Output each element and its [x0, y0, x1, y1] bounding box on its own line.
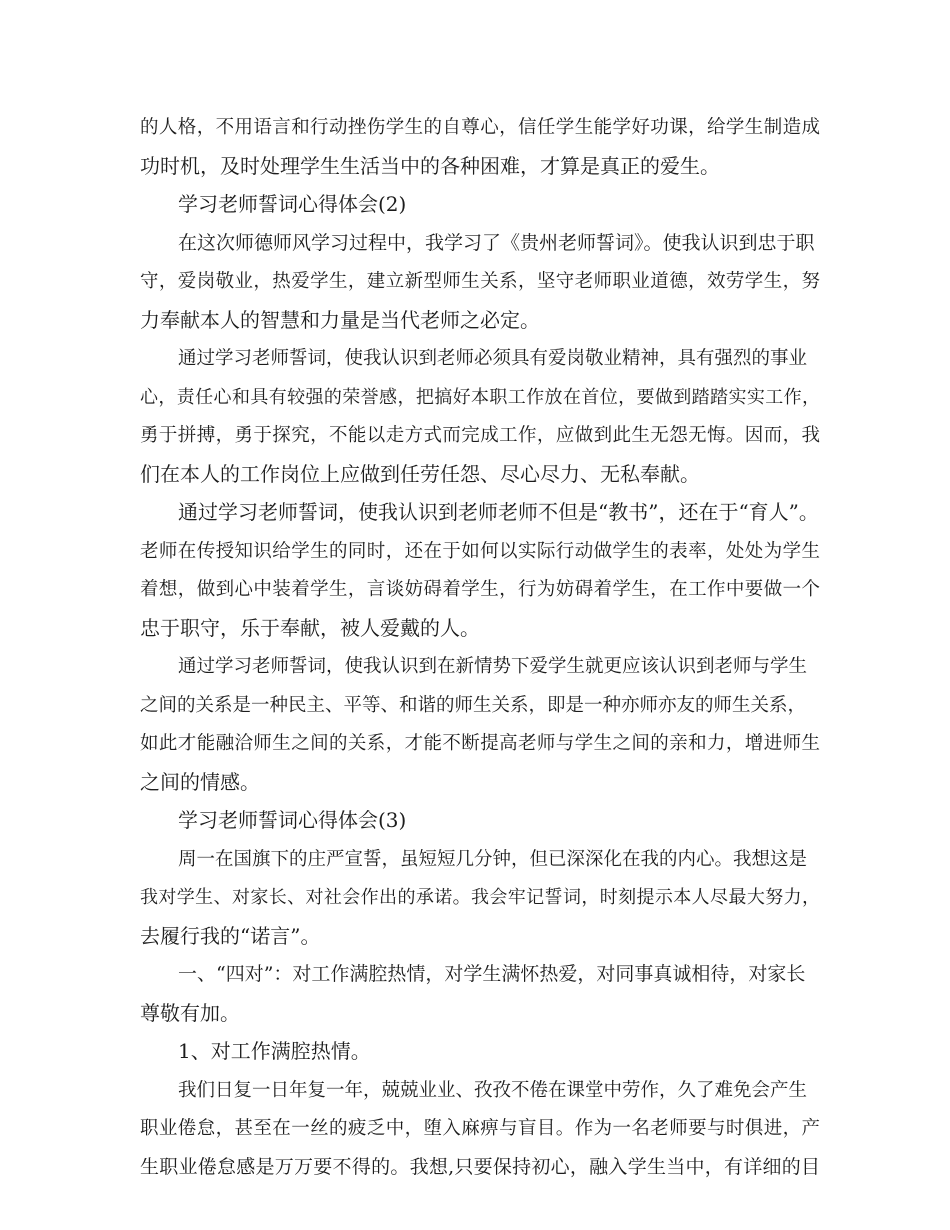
text-line: 我对学生、对家长、对社会作出的承诺。我会牢记誓词，时刻提示本人尽最大努力， [140, 887, 820, 908]
text-line: 如此才能融洽师生之间的关系，才能不断提高老师与学生之间的亲和力，增进师生 [140, 733, 820, 754]
text-line: 之间的情感。 [140, 769, 260, 794]
text-line: 忠于职守，乐于奉献，被人爱戴的人。 [140, 615, 480, 640]
text-line: 功时机，及时处理学生生活当中的各种困难，才算是真正的爱生。 [140, 153, 720, 178]
text-line: 一、“四对”：对工作满腔热情，对学生满怀热爱，对同事真诚相待，对家长 [178, 963, 806, 985]
text-line: 通过学习老师誓词，使我认识到老师必须具有爱岗敬业精神，具有强烈的事业 [178, 348, 808, 369]
text-line: 勇于拼搏，勇于探究，不能以走方式而完成工作，应做到此生无怨无悔。因而，我 [140, 425, 820, 446]
text-line: 我们日复一日年复一年，兢兢业业、孜孜不倦在课堂中劳作，久了难免会产生 [178, 1079, 808, 1101]
section-heading: 学习老师誓词心得体会(2) [178, 192, 407, 216]
text-line: 守，爱岗敬业，热爱学生，建立新型师生关系，坚守老师职业道德，效劳学生，努 [140, 271, 820, 292]
text-line: 力奉献本人的智慧和力量是当代老师之必定。 [140, 307, 540, 332]
text-line: 心，责任心和具有较强的荣誉感，把搞好本职工作放在首位，要做到踏踏实实工作， [140, 386, 820, 408]
list-item-heading: 1、对工作满腔热情。 [178, 1039, 371, 1063]
text-line: 的人格，不用语言和行动挫伤学生的自尊心，信任学生能学好功课，给学生制造成 [140, 117, 820, 138]
section-heading: 学习老师誓词心得体会(3) [178, 808, 407, 832]
text-line: 老师在传授知识给学生的同时，还在于如何以实际行动做学生的表率，处处为学生 [140, 540, 820, 562]
text-line: 生职业倦怠感是万万要不得的。我想,只要保持初心，融入学生当中，有详细的目 [140, 1155, 820, 1178]
text-line: 通过学习老师誓词，使我认识到老师老师不但是“教书”，还在于“育人”。 [178, 500, 819, 524]
text-line: 通过学习老师誓词，使我认识到在新情势下爱学生就更应该认识到老师与学生 [178, 656, 808, 677]
text-line: 之间的关系是一种民主、平等、和谐的师生关系，即是一种亦师亦友的师生关系， [140, 694, 807, 716]
document-body [140, 112, 820, 1183]
text-line: 们在本人的工作岗位上应做到任劳任怨、尽心尽力、无私奉献。 [140, 461, 700, 486]
text-line: 尊敬有加。 [140, 1000, 240, 1025]
text-line: 去履行我的“诺言”。 [140, 923, 321, 948]
text-line: 职业倦怠，甚至在一丝的疲乏中，堕入麻痹与盲目。作为一名老师要与时俱进，产 [140, 1118, 820, 1139]
text-line: 着想，做到心中装着学生，言谈妨碍着学生，行为妨碍着学生，在工作中要做一个 [140, 579, 820, 600]
text-line: 在这次师德师风学习过程中，我学习了《贵州老师誓词》。使我认识到忠于职 [178, 231, 815, 254]
text-line: 周一在国旗下的庄严宣誓，虽短短几分钟，但已深深化在我的内心。我想这是 [178, 848, 808, 870]
